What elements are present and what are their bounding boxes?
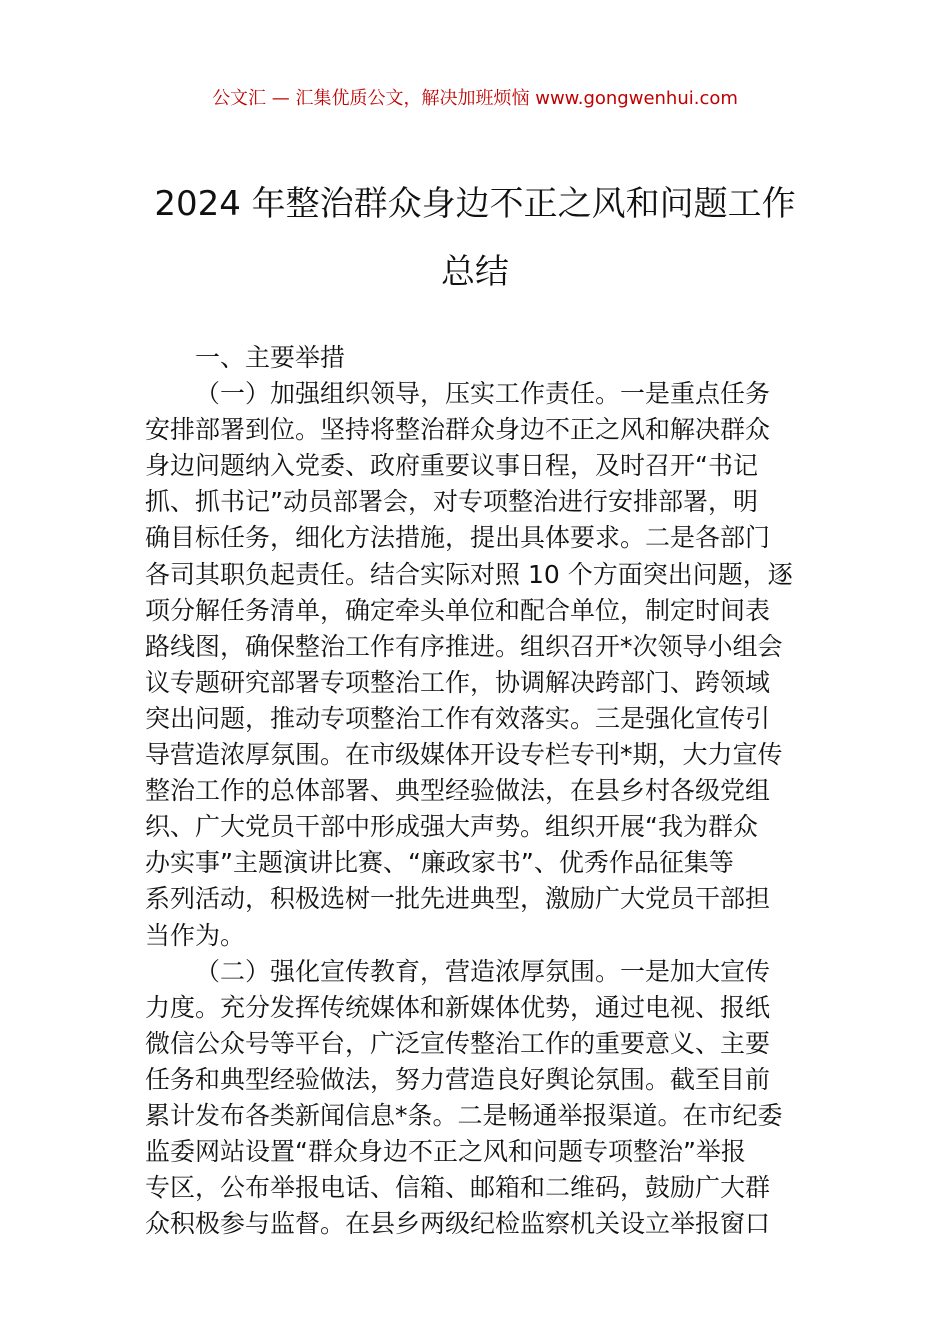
paragraph-line: （一）加强组织领导，压实工作责任。一是重点任务 [195,379,771,409]
header-banner-link[interactable]: 公文汇 — 汇集优质公文，解决加班烦恼 www.gongwenhui.com [212,88,738,109]
paragraph-line: 众积极参与监督。在县乡两级纪检监察机关设立举报窗口 [145,1209,771,1239]
paragraph-line: 织、广大党员干部中形成强大声势。组织开展“我为群众 [145,812,758,842]
paragraph-line: 累计发布各类新闻信息*条。二是畅通举报渠道。在市纪委 [145,1100,783,1130]
paragraph-line: 确目标任务，细化方法措施，提出具体要求。二是各部门 [145,523,771,553]
paragraph-line: 当作为。 [145,920,246,950]
paragraph-line: （二）强化宣传教育，营造浓厚氛围。一是加大宣传 [195,956,771,986]
document-title-line-2: 总结 [441,252,509,292]
paragraph-line: 导营造浓厚氛围。在市级媒体开设专栏专刊*期，大力宣传 [145,740,783,770]
document-title-line-1: 2024 年整治群众身边不正之风和问题工作 [154,184,796,224]
paragraph-line: 任务和典型经验做法，努力营造良好舆论氛围。截至目前 [145,1064,771,1094]
document-body [145,340,805,1242]
paragraph-line: 力度。充分发挥传统媒体和新媒体优势，通过电视、报纸 [145,992,771,1022]
paragraph-line: 身边问题纳入党委、政府重要议事日程，及时召开“书记 [145,451,758,481]
paragraph-line: 监委网站设置“群众身边不正之风和问题专项整治”举报 [145,1137,746,1167]
paragraph-line: 议专题研究部署专项整治工作，协调解决跨部门、跨领域 [145,667,771,697]
paragraph-line: 路线图，确保整治工作有序推进。组织召开*次领导小组会 [145,631,783,661]
paragraph-line: 整治工作的总体部署、典型经验做法，在县乡村各级党组 [145,776,771,806]
paragraph-line: 系列活动，积极选树一批先进典型，激励广大党员干部担 [145,884,771,914]
paragraph-line: 各司其职负起责任。结合实际对照 10 个方面突出问题，逐 [145,559,793,589]
paragraph-line: 抓、抓书记”动员部署会，对专项整治进行安排部署，明 [145,487,758,517]
paragraph-line: 专区，公布举报电话、信箱、邮箱和二维码，鼓励广大群 [145,1173,771,1203]
paragraph-line: 项分解任务清单，确定牵头单位和配合单位，制定时间表 [145,595,771,625]
paragraph-line: 微信公众号等平台，广泛宣传整治工作的重要意义、主要 [145,1028,771,1058]
paragraph-line: 突出问题，推动专项整治工作有效落实。三是强化宣传引 [145,703,771,733]
section-heading: 一、主要举措 [195,343,346,372]
paragraph-line: 安排部署到位。坚持将整治群众身边不正之风和解决群众 [145,415,771,445]
paragraph-line: 办实事”主题演讲比赛、“廉政家书”、优秀作品征集等 [145,848,734,878]
